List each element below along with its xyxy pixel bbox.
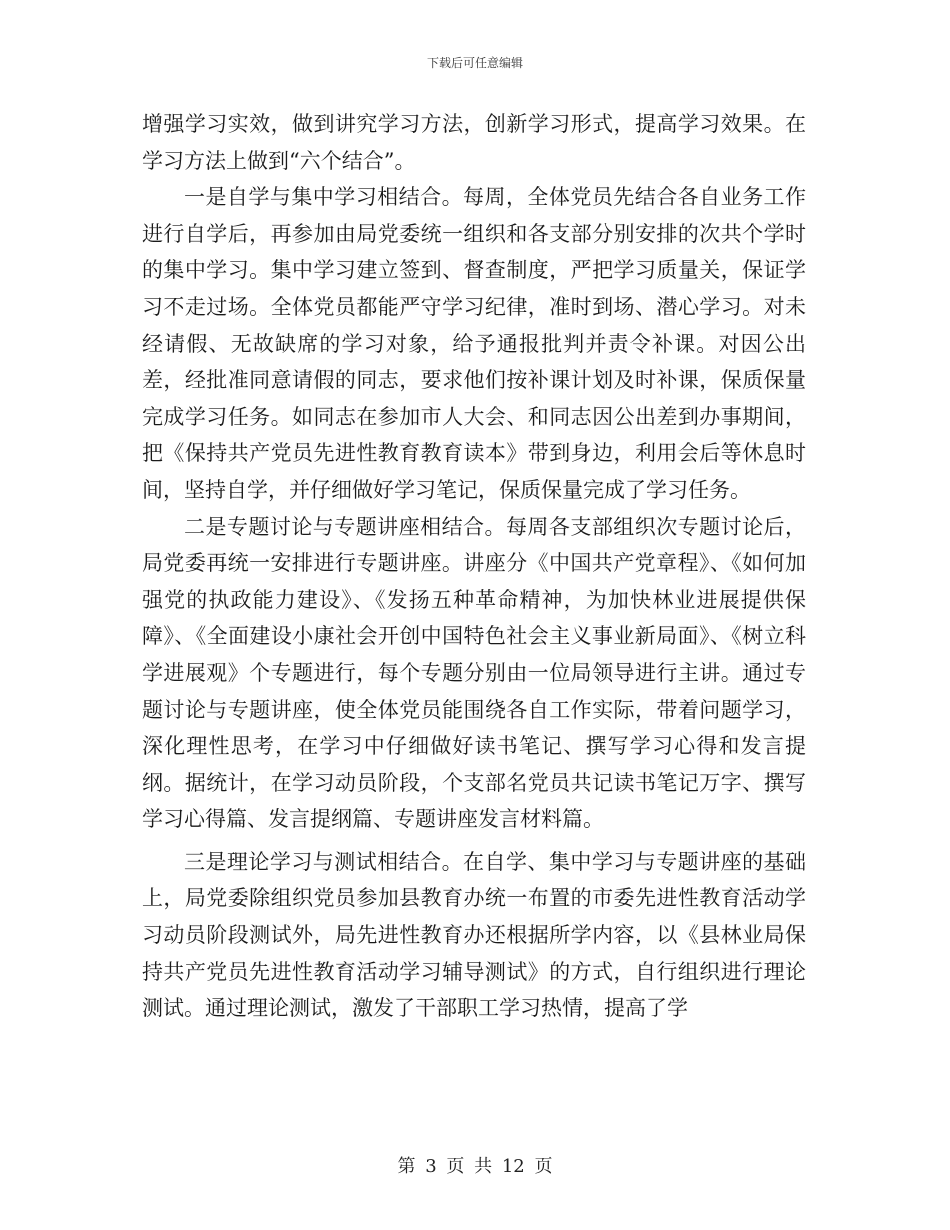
paragraph-theory-test: 三是理论学习与测试相结合。在自学、集中学习与专题讲座的基础上，局党委除组织党员参加县教育办统一布置的市委先进性教育活动学习动员阶段测试外，局先进性教育办还根据所学内容，以《县林业局保持共产党员先进性教育活动学习辅导测试》的方式，自行组织进行理论测试。通过理论测试，激发了干部职工学习热情，提高了学 (142, 849, 806, 1021)
paragraph-topic-discussion: 二是专题讨论与专题讲座相结合。每周各支部组织次专题讨论后，局党委再统一安排进行专题讲座。讲座分《中国共产党章程》、《如何加强党的执政能力建设》、《发扬五种革命精神，为加快林业进展提供保障》、《全面建设小康社会开创中国特色社会主义事业新局面》、《树立科学进展观》个专题进行，每个专题分别由一位局领导进行主讲。通过专题讨论与专题讲座，使全体党员能围绕各自工作实际，带着问题学习，深化理性思考，在学习中仔细做好读书笔记、撰写学习心得和发言提纲。据统计，在学习动员阶段，个支部名党员共记读书笔记万字、撰写学习心得篇、发言提纲篇、专题讲座发言材料篇。 (142, 514, 806, 832)
document-body (142, 106, 806, 1027)
page-header-note: 下载后可任意编辑 (426, 56, 523, 70)
paragraph-intro: 增强学习实效，做到讲究学习方法，创新学习形式，提高学习效果。在学习方法上做到“六个结合”。 (142, 112, 806, 173)
paragraph-self-study: 一是自学与集中学习相结合。每周，全体党员先结合各自业务工作进行自学后，再参加由局党委统一组织和各支部分别安排的次共个学时的集中学习。集中学习建立签到、督查制度，严把学习质量关，保证学习不走过场。全体党员都能严守学习纪律，准时到场、潜心学习。对未经请假、无故缺席的学习对象，给予通报批判并责令补课。对因公出差，经批准同意请假的同志，要求他们按补课计划及时补课，保质保量完成学习任务。如同志在参加市人大会、和同志因公出差到办事期间，把《保持共产党员先进性教育教育读本》带到身边，利用会后等休息时间，坚持自学，并仔细做好学习笔记，保质保量完成了学习任务。 (142, 185, 806, 502)
page-number: 第 3 页 共 12 页 (397, 1156, 553, 1177)
